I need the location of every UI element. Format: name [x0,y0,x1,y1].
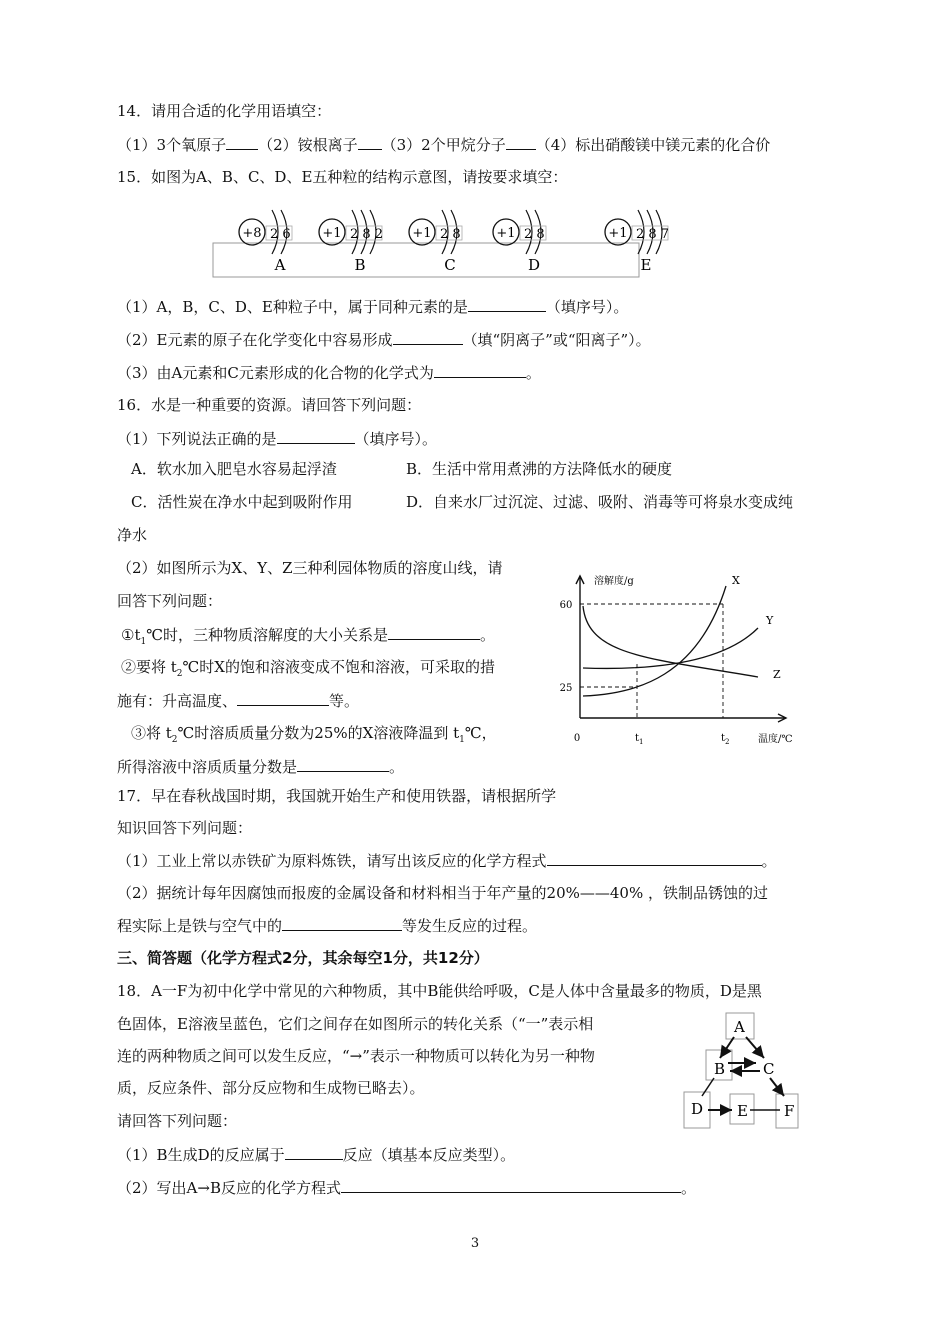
page-number: 3 [470,1236,480,1251]
q18-s2-tail: 。 [680,1179,696,1197]
q14-p1: （1）3个氧原子 [117,136,227,154]
q15-s2-tail: （填“阴离子”或“阳离子”）。 [462,331,651,349]
section-3-title: 三、简答题（化学方程式2分，其余每空1分，共12分） [117,949,489,967]
particle-label: C [444,256,456,274]
x-axis-label: 温度/℃ [758,734,793,745]
particle-B [319,210,383,274]
q16-s2-line1: （2）如图所示为X、Y、Z三种利园体物质的溶度山线，请 [117,559,503,577]
q18-line-2: 色固体，E溶液呈蓝色，它们之间存在如图所示的转化关系（“一”表示相 [117,1015,594,1033]
q18-s1 [117,1144,515,1165]
q15-s2 [117,329,651,350]
nucleus-charge: +1 [496,226,516,241]
q15-blank-3[interactable] [434,362,526,378]
q18-s1-text: （1）B生成D的反应属于 [117,1146,285,1164]
solubility-chart [548,566,818,751]
q15-s1-tail: （填序号）。 [545,298,629,316]
q15-s2-text: （2）E元素的原子在化学变化中容易形成 [117,331,393,349]
q17-blank-1[interactable] [547,850,762,866]
q17-s2-tail: 等发生反应的过程。 [402,917,538,935]
q17-blank-2[interactable] [282,915,402,931]
q15-s3-tail: 。 [525,364,541,382]
node-b: B [714,1060,726,1078]
q17-s1-text: （1）工业上常以赤铁矿为原料炼铁，请写出该反应的化学方程式 [117,852,547,870]
node-e: E [737,1102,748,1120]
q14-title: 14．请用合适的化学用语填空： [117,102,332,120]
q14-p3: （3）2个甲烷分子 [381,136,506,154]
q16-c2-cont [117,690,359,711]
q16-option-b: B．生活中常用煮沸的方法降低水的硬度 [406,460,673,478]
x-tick-t1: $t_1$ [635,733,644,746]
q18-s1-tail: 反应（填基本反应类型）。 [342,1146,516,1164]
curve-label-Z: Z [773,668,781,681]
q14-blank-1[interactable] [226,134,258,150]
electron-counts: 2 8 [524,227,545,242]
q14-p2: （2）铵根离子 [258,136,358,154]
q16-option-a: A．软水加入肥皂水容易起浮渣 [131,460,337,478]
nucleus-charge: +1 [608,226,628,241]
q18-line-4: 质，反应条件、部分反应物和生成物已略去）。 [117,1079,425,1097]
y-axis-label: 溶解度/g [594,576,634,587]
q17-s2-cont [117,915,537,936]
q17-title-1: 17．早在春秋战国时期，我国就开始生产和使用铁器，请根据所学 [117,787,557,805]
q16-c2 [121,657,495,684]
nucleus-charge: +8 [242,226,262,241]
q16-blank-3[interactable] [237,690,329,706]
q16-blank-2[interactable] [388,624,480,640]
q16-c3-d: 所得溶液中溶质质量分数是 [117,758,298,776]
curve-Z [583,606,758,677]
electron-counts: 2 8 7 [636,227,670,242]
q14-items [117,134,770,155]
q17-s2: （2）据统计每年因腐蚀而报废的金属设备和材料相当于年产量的20%——40% ，铁制品锈蚀的过 [117,884,768,902]
q16-option-c: C．活性炭在净水中起到吸附作用 [131,493,353,511]
q16-c2-sub: 2 [176,669,183,679]
particle-label: E [640,256,652,274]
q16-s1 [117,428,437,449]
q16-c1 [121,624,495,652]
y-tick-60: 60 [559,600,573,611]
particle-D [493,210,546,274]
q16-c1-c: 。 [480,626,496,644]
atom-structure-diagram [210,196,670,282]
node-d: D [691,1100,704,1118]
q18-s2 [117,1177,696,1198]
q14-blank-3[interactable] [506,134,536,150]
q16-blank-1[interactable] [277,428,355,444]
q16-c3-a: ③将 t [131,724,172,742]
q16-option-d-cont: 净水 [117,526,148,544]
node-a: A [734,1018,745,1036]
x-tick-t2: $t_2$ [721,733,730,746]
q15-title: 15．如图为A、B、C、D、E五种粒的结构示意图，请按要求填空： [117,168,568,186]
q17-s1-tail: 。 [761,852,777,870]
q18-line-1: 18．A一F为初中化学中常见的六种物质，其中B能供给呼吸，C是人体中含量最多的物质，D是黑 [117,982,762,1000]
q16-c1-sub: 1 [140,637,147,647]
q16-c2-a: ②要将 t [121,658,177,676]
node-c: C [763,1060,775,1078]
particle-label: D [527,256,541,274]
q16-title: 16．水是一种重要的资源。请回答下列问题： [117,396,422,414]
q16-c2-d: 等。 [329,692,360,710]
nucleus-charge: +1 [412,226,432,241]
q15-blank-2[interactable] [393,329,463,345]
q14-p4: （4）标出硝酸镁中镁元素的化合价 [535,136,771,154]
particle-C [409,210,462,274]
q18-line-5: 请回答下列问题： [117,1112,238,1130]
q15-s3 [117,362,541,383]
curve-label-Y: Y [766,614,774,627]
q16-c3 [131,723,497,750]
q15-s1-text: （1）A，B，C、D、E种粒子中，属于同种元素的是 [117,298,468,316]
q14-blank-2[interactable] [358,134,382,150]
arrow-c-f [770,1078,784,1096]
q16-c2-b: ℃时X的饱和溶液变成不饱和溶液，可采取的措 [182,658,495,676]
electron-counts: 2 6 [270,227,291,242]
q15-blank-1[interactable] [468,296,546,312]
q16-s1-text: （1）下列说法正确的是 [117,430,277,448]
q15-s3-text: （3）由A元素和C元素形成的化合物的化学式为 [117,364,434,382]
q17-title-2: 知识回答下列问题： [117,819,253,837]
particle-E [605,210,669,274]
q18-blank-1[interactable] [285,1144,343,1160]
q17-s1 [117,850,777,871]
q16-c3-sub: 2 [171,735,178,745]
particle-label: B [354,256,366,274]
q16-c3-b: ℃时溶质质量分数为25%的X溶液降温到 t [177,724,460,742]
q16-c3-c: ℃， [464,724,497,742]
curve-label-X: X [732,574,740,587]
conversion-diagram [676,1010,806,1130]
q16-blank-4[interactable] [297,756,389,772]
y-tick-25: 25 [559,683,573,694]
q18-line-3: 连的两种物质之间可以发生反应，“→”表示一种物质可以转化为另一种物 [117,1047,595,1065]
q18-blank-2[interactable] [341,1177,681,1193]
electron-counts: 2 8 [440,227,461,242]
q16-c3-sub2: 1 [459,735,465,745]
q16-option-d: D．自来水厂过沉淀、过滤、吸附、消毒等可将泉水变成纯 [406,493,794,511]
q16-c3-e: 。 [389,758,405,776]
nucleus-charge: +1 [322,226,342,241]
node-f: F [784,1102,795,1120]
q16-s2-line2: 回答下列问题： [117,592,223,610]
q17-s2-text: 程实际上是铁与空气中的 [117,917,283,935]
q16-c1-a: ①t [121,626,141,644]
q16-s1-tail: （填序号）。 [354,430,438,448]
line-b-d [702,1078,714,1096]
particle-label: A [274,256,286,274]
q16-c3-cont [117,756,404,777]
q15-s1 [117,296,628,317]
particle-A [239,210,292,274]
arrow-a-c [746,1037,764,1058]
q16-c1-b: ℃时，三种物质溶解度的大小关系是 [146,626,389,644]
q16-c2-c: 施有：升高温度、 [117,692,238,710]
q18-s2-text: （2）写出A→B反应的化学方程式 [117,1179,341,1197]
electron-counts: 2 8 2 [350,227,384,242]
origin-label: 0 [573,733,581,744]
